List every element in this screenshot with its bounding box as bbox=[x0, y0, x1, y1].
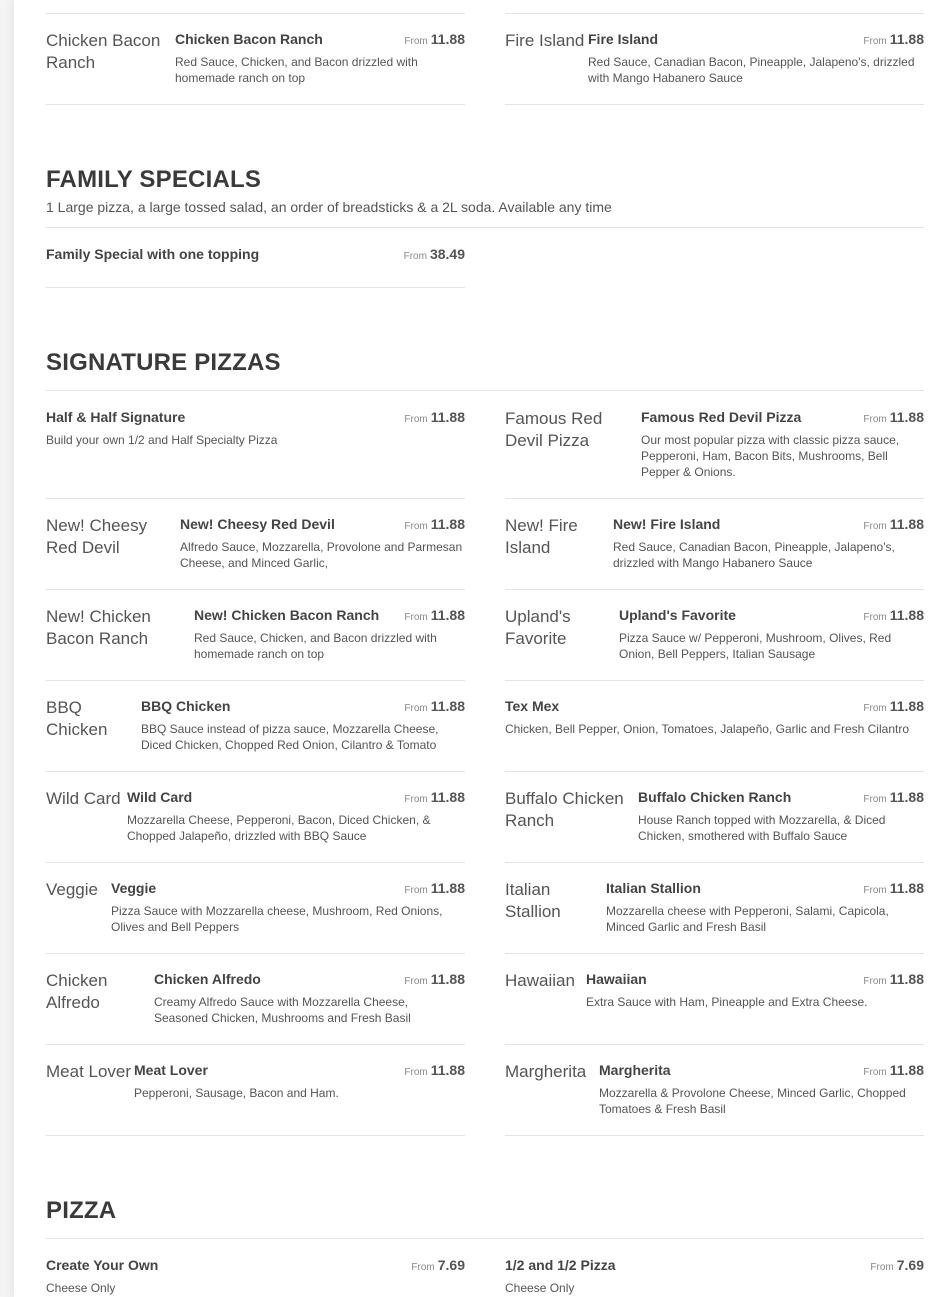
item-description: Creamy Alfredo Sauce with Mozzarella Cheese, Seasoned Chicken, Mushrooms and Fresh Basil bbox=[154, 995, 411, 1025]
item-price: From 11.88 bbox=[404, 1062, 465, 1078]
item-image[interactable]: New! Fire Island bbox=[505, 516, 578, 557]
item-title[interactable]: Family Special with one topping bbox=[46, 246, 260, 262]
item-title[interactable]: 1/2 and 1/2 Pizza bbox=[505, 1257, 616, 1273]
item-price: From 11.88 bbox=[863, 1062, 924, 1078]
item-description: Extra Sauce with Ham, Pineapple and Extra Cheese. bbox=[586, 995, 868, 1009]
item-image[interactable]: Upland's Favorite bbox=[505, 607, 571, 648]
menu-item-chicken-alfredo[interactable] bbox=[46, 970, 465, 1045]
item-image[interactable]: Chicken Bacon Ranch bbox=[46, 31, 161, 72]
item-price: From 11.88 bbox=[863, 698, 924, 714]
menu-item-fire-island[interactable] bbox=[505, 30, 924, 105]
menu-item-half-and-half-pizza[interactable] bbox=[505, 1256, 924, 1297]
menu-item-create-your-own[interactable] bbox=[46, 1256, 465, 1297]
item-image[interactable]: Veggie bbox=[46, 880, 98, 899]
item-title[interactable]: Hawaiian bbox=[586, 971, 647, 987]
menu-item-uplands-favorite[interactable] bbox=[505, 606, 924, 681]
item-description: Alfredo Sauce, Mozzarella, Provolone and Parmesan Cheese, and Minced Garlic, bbox=[180, 540, 463, 570]
divider bbox=[46, 1238, 924, 1239]
item-description: Pizza Sauce w/ Pepperoni, Mushroom, Olives, Red Onion, Bell Peppers, Italian Sausage bbox=[619, 631, 892, 661]
item-price: From 7.69 bbox=[411, 1257, 465, 1273]
item-price: From 11.88 bbox=[404, 971, 465, 987]
item-price: From 11.88 bbox=[863, 789, 924, 805]
item-description: Mozzarella Cheese, Pepperoni, Bacon, Diced Chicken, & Chopped Jalapeño, drizzled with BBQ Sauce bbox=[127, 813, 431, 843]
menu-item-italian-stallion[interactable] bbox=[505, 879, 924, 954]
menu-item-hawaiian[interactable] bbox=[505, 970, 924, 1045]
item-image[interactable]: Fire Island bbox=[505, 31, 585, 50]
item-title[interactable]: Veggie bbox=[111, 880, 157, 896]
item-price: From 38.49 bbox=[403, 246, 465, 262]
menu-item-meat-lover[interactable] bbox=[46, 1061, 465, 1136]
item-price: From 11.88 bbox=[404, 31, 465, 47]
item-price: From 11.88 bbox=[863, 607, 924, 623]
item-title[interactable]: Upland's Favorite bbox=[619, 607, 736, 623]
menu-page bbox=[14, 0, 950, 1297]
item-description: Red Sauce, Canadian Bacon, Pineapple, Jalapeno's, drizzled with Mango Habanero Sauce bbox=[588, 55, 915, 85]
item-price: From 11.88 bbox=[404, 880, 465, 896]
item-image[interactable]: Italian Stallion bbox=[505, 880, 561, 921]
item-price: From 11.88 bbox=[404, 789, 465, 805]
item-title[interactable]: Famous Red Devil Pizza bbox=[641, 409, 802, 425]
item-description: Build your own 1/2 and Half Specialty Pizza bbox=[46, 433, 278, 447]
menu-item-tex-mex[interactable] bbox=[505, 697, 924, 772]
divider bbox=[46, 227, 924, 228]
item-title[interactable]: Italian Stallion bbox=[606, 880, 701, 896]
menu-item-family-special[interactable] bbox=[46, 245, 465, 288]
item-title[interactable]: Fire Island bbox=[588, 31, 659, 47]
item-description: Chicken, Bell Pepper, Onion, Tomatoes, Jalapeño, Garlic and Fresh Cilantro bbox=[505, 722, 909, 736]
item-title[interactable]: Chicken Bacon Ranch bbox=[175, 31, 323, 47]
item-price: From 11.88 bbox=[863, 516, 924, 532]
section-title-family-specials: FAMILY SPECIALS bbox=[46, 166, 262, 193]
item-description: Red Sauce, Chicken, and Bacon drizzled with homemade ranch on top bbox=[175, 55, 418, 85]
item-description: Mozzarella cheese with Pepperoni, Salami, Capicola, Minced Garlic and Fresh Basil bbox=[606, 904, 889, 934]
item-price: From 11.88 bbox=[863, 880, 924, 896]
item-price: From 11.88 bbox=[863, 971, 924, 987]
item-title[interactable]: Tex Mex bbox=[505, 698, 560, 714]
item-price: From 7.69 bbox=[870, 1257, 924, 1273]
menu-item-veggie[interactable] bbox=[46, 879, 465, 954]
item-title[interactable]: New! Cheesy Red Devil bbox=[180, 516, 335, 532]
item-title[interactable]: Meat Lover bbox=[134, 1062, 208, 1078]
item-image[interactable]: BBQ Chicken bbox=[46, 698, 108, 739]
menu-item-bbq-chicken[interactable] bbox=[46, 697, 465, 772]
item-description: Pepperoni, Sausage, Bacon and Ham. bbox=[134, 1086, 339, 1100]
item-title[interactable]: Create Your Own bbox=[46, 1257, 159, 1273]
item-image[interactable]: Famous Red Devil Pizza bbox=[505, 409, 603, 450]
section-title-signature-pizzas: SIGNATURE PIZZAS bbox=[46, 349, 281, 376]
item-description: BBQ Sauce instead of pizza sauce, Mozzarella Cheese, Diced Chicken, Chopped Red Onion, Cilantro & Tomato bbox=[141, 722, 439, 752]
menu-item-new-chicken-bacon-ranch[interactable] bbox=[46, 606, 465, 681]
item-title[interactable]: Wild Card bbox=[127, 789, 193, 805]
section-title-pizza: PIZZA bbox=[46, 1197, 117, 1224]
item-image[interactable]: New! Chicken Bacon Ranch bbox=[46, 607, 151, 648]
item-image[interactable]: Wild Card bbox=[46, 789, 121, 808]
item-description: Cheese Only bbox=[46, 1281, 116, 1295]
item-title[interactable]: Half & Half Signature bbox=[46, 409, 186, 425]
item-image[interactable]: Meat Lover bbox=[46, 1062, 132, 1081]
item-description: Our most popular pizza with classic pizza sauce, Pepperoni, Ham, Bacon Bits, Mushrooms, Bell Pepper & Onions. bbox=[641, 433, 900, 479]
item-description: Pizza Sauce with Mozzarella cheese, Mushroom, Red Onions, Olives and Bell Peppers bbox=[111, 904, 443, 934]
item-title[interactable]: Buffalo Chicken Ranch bbox=[638, 789, 792, 805]
menu-item-margherita[interactable] bbox=[505, 1061, 924, 1136]
divider bbox=[46, 13, 465, 14]
item-title[interactable]: New! Fire Island bbox=[613, 516, 721, 532]
item-description: Red Sauce, Chicken, and Bacon drizzled with homemade ranch on top bbox=[194, 631, 437, 661]
item-description: House Ranch topped with Mozzarella, & Diced Chicken, smothered with Buffalo Sauce bbox=[638, 813, 886, 843]
item-price: From 11.88 bbox=[404, 516, 465, 532]
item-image[interactable]: Hawaiian bbox=[505, 971, 575, 990]
item-price: From 11.88 bbox=[863, 409, 924, 425]
menu-item-cheesy-red-devil[interactable] bbox=[46, 515, 465, 590]
section-subtitle: 1 Large pizza, a large tossed salad, an order of breadsticks & a 2L soda. Available any time bbox=[46, 199, 612, 215]
item-price: From 11.88 bbox=[404, 409, 465, 425]
item-price: From 11.88 bbox=[863, 31, 924, 47]
item-description: Cheese Only bbox=[505, 1281, 575, 1295]
item-price: From 11.88 bbox=[404, 698, 465, 714]
item-image[interactable]: Chicken Alfredo bbox=[46, 971, 108, 1012]
item-title[interactable]: New! Chicken Bacon Ranch bbox=[194, 607, 380, 623]
item-image[interactable]: Margherita bbox=[505, 1062, 587, 1081]
menu-item-new-fire-island[interactable] bbox=[505, 515, 924, 590]
divider bbox=[46, 390, 924, 391]
item-description: Mozzarella & Provolone Cheese, Minced Garlic, Chopped Tomatoes & Fresh Basil bbox=[599, 1086, 906, 1116]
menu-item-buffalo-chicken-ranch[interactable] bbox=[505, 788, 924, 863]
item-image[interactable]: Buffalo Chicken Ranch bbox=[505, 789, 624, 830]
item-title[interactable]: Margherita bbox=[599, 1062, 671, 1078]
item-image[interactable]: New! Cheesy Red Devil bbox=[46, 516, 148, 557]
item-description: Red Sauce, Canadian Bacon, Pineapple, Jalapeno's, drizzled with Mango Habanero Sauce bbox=[613, 540, 895, 570]
menu-item-chicken-bacon-ranch[interactable] bbox=[46, 30, 465, 105]
menu-item-famous-red-devil[interactable] bbox=[505, 408, 924, 499]
item-title[interactable]: BBQ Chicken bbox=[141, 698, 231, 714]
menu-item-wild-card[interactable] bbox=[46, 788, 465, 863]
divider bbox=[505, 13, 924, 14]
menu-item-half-half-signature[interactable] bbox=[46, 408, 465, 499]
item-title[interactable]: Chicken Alfredo bbox=[154, 971, 261, 987]
item-price: From 11.88 bbox=[404, 607, 465, 623]
